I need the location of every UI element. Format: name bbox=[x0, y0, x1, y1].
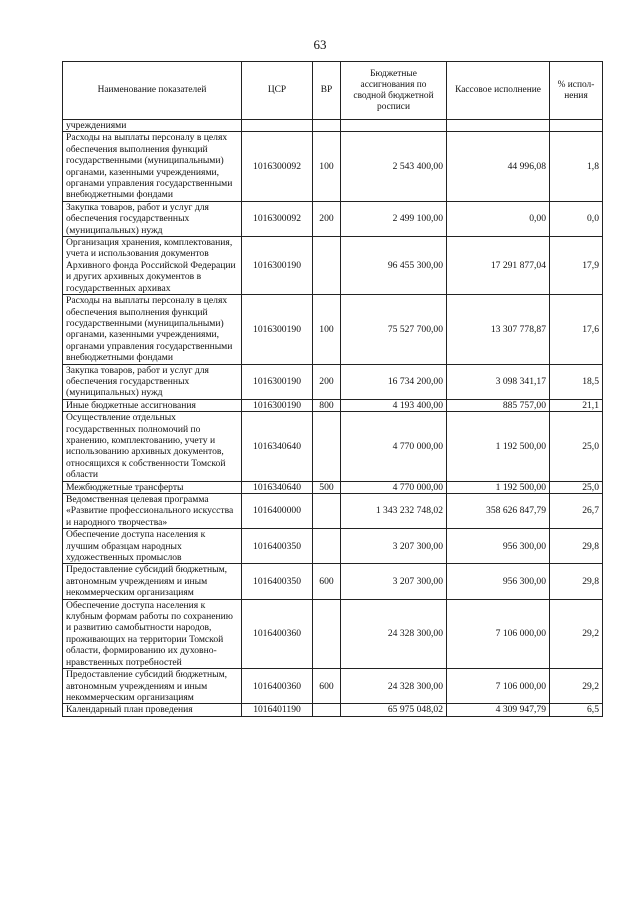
row-pct: 25,0 bbox=[550, 412, 603, 481]
row-plan: 3 207 300,00 bbox=[341, 529, 447, 564]
row-plan: 4 770 000,00 bbox=[341, 412, 447, 481]
row-csr: 1016340640 bbox=[242, 412, 313, 481]
row-cash: 885 757,00 bbox=[447, 399, 550, 411]
row-plan: 24 328 300,00 bbox=[341, 669, 447, 704]
header-name: Наименование показателей bbox=[63, 62, 242, 120]
row-csr: 1016401190 bbox=[242, 704, 313, 716]
row-csr: 1016300190 bbox=[242, 295, 313, 364]
row-vr bbox=[313, 529, 341, 564]
row-name: Ведомственная целевая программа «Развитие профессионального искусства и народного творчества» bbox=[63, 494, 242, 529]
row-vr bbox=[313, 494, 341, 529]
row-vr bbox=[313, 237, 341, 295]
row-cash: 956 300,00 bbox=[447, 564, 550, 599]
row-csr: 1016300190 bbox=[242, 364, 313, 399]
row-pct: 29,8 bbox=[550, 564, 603, 599]
row-cash: 1 192 500,00 bbox=[447, 481, 550, 493]
row-vr: 600 bbox=[313, 669, 341, 704]
row-csr: 1016400350 bbox=[242, 529, 313, 564]
table-row bbox=[63, 669, 603, 704]
row-plan: 2 543 400,00 bbox=[341, 132, 447, 201]
budget-execution-table bbox=[62, 61, 603, 717]
row-cash: 17 291 877,04 bbox=[447, 237, 550, 295]
table-row bbox=[63, 295, 603, 364]
row-cash: 1 192 500,00 bbox=[447, 412, 550, 481]
row-cash: 7 106 000,00 bbox=[447, 599, 550, 668]
table-row bbox=[63, 481, 603, 493]
row-plan: 1 343 232 748,02 bbox=[341, 494, 447, 529]
row-name: Обеспечение доступа населения к клубным формам работы по сохранению и развитию самобытности народов, проживающих на территории Томской области, формированию их духовно-нравственных потребностей bbox=[63, 599, 242, 668]
row-vr bbox=[313, 704, 341, 716]
row-vr: 800 bbox=[313, 399, 341, 411]
row-plan: 65 975 048,02 bbox=[341, 704, 447, 716]
row-name: Закупка товаров, работ и услуг для обеспечения государственных (муниципальных) нужд bbox=[63, 201, 242, 236]
row-pct: 6,5 bbox=[550, 704, 603, 716]
row-cash: 7 106 000,00 bbox=[447, 669, 550, 704]
row-vr: 200 bbox=[313, 201, 341, 236]
table-row bbox=[63, 120, 603, 132]
table-row bbox=[63, 132, 603, 201]
row-name: Закупка товаров, работ и услуг для обеспечения государственных (муниципальных) нужд bbox=[63, 364, 242, 399]
table-row bbox=[63, 704, 603, 716]
row-csr: 1016400360 bbox=[242, 669, 313, 704]
row-csr: 1016300190 bbox=[242, 399, 313, 411]
row-cash: 13 307 778,87 bbox=[447, 295, 550, 364]
row-cash: 44 996,08 bbox=[447, 132, 550, 201]
row-csr: 1016340640 bbox=[242, 481, 313, 493]
row-pct: 18,5 bbox=[550, 364, 603, 399]
row-pct: 26,7 bbox=[550, 494, 603, 529]
row-cash: 956 300,00 bbox=[447, 529, 550, 564]
table-row bbox=[63, 564, 603, 599]
row-plan: 4 193 400,00 bbox=[341, 399, 447, 411]
row-plan: 24 328 300,00 bbox=[341, 599, 447, 668]
row-pct: 17,6 bbox=[550, 295, 603, 364]
row-csr: 1016300092 bbox=[242, 201, 313, 236]
row-name: Предоставление субсидий бюджетным, автономным учреждениям и иным некоммерческим организациям bbox=[63, 669, 242, 704]
row-vr: 100 bbox=[313, 295, 341, 364]
row-pct: 0,0 bbox=[550, 201, 603, 236]
row-csr: 1016400000 bbox=[242, 494, 313, 529]
header-plan: Бюджетные ассигнования по сводной бюджетной росписи bbox=[341, 62, 447, 120]
row-plan: 4 770 000,00 bbox=[341, 481, 447, 493]
row-vr bbox=[313, 412, 341, 481]
row-name: Предоставление субсидий бюджетным, автономным учреждениям и иным некоммерческим организациям bbox=[63, 564, 242, 599]
row-cash bbox=[447, 120, 550, 132]
row-plan: 3 207 300,00 bbox=[341, 564, 447, 599]
table-row bbox=[63, 237, 603, 295]
row-plan: 75 527 700,00 bbox=[341, 295, 447, 364]
table-row bbox=[63, 529, 603, 564]
table-row bbox=[63, 399, 603, 411]
row-plan bbox=[341, 120, 447, 132]
row-cash: 3 098 341,17 bbox=[447, 364, 550, 399]
row-name: Иные бюджетные ассигнования bbox=[63, 399, 242, 411]
table-row bbox=[63, 201, 603, 236]
page-number: 63 bbox=[313, 37, 327, 52]
table-row bbox=[63, 599, 603, 668]
row-name: Обеспечение доступа населения к лучшим образцам народных художественных промыслов bbox=[63, 529, 242, 564]
row-name: Расходы на выплаты персоналу в целях обеспечения выполнения функций государственными (муниципальными) органами, казенными учреждениями, органами управления государственными внебюджетными фондами bbox=[63, 132, 242, 201]
row-pct: 29,2 bbox=[550, 669, 603, 704]
row-pct: 17,9 bbox=[550, 237, 603, 295]
row-pct: 1,8 bbox=[550, 132, 603, 201]
row-name: Календарный план проведения bbox=[63, 704, 242, 716]
header-cash: Кассовое исполнение bbox=[447, 62, 550, 120]
row-name: Осуществление отдельных государственных полномочий по хранению, комплектованию, учету и использованию архивных документов, относящихся к собственности Томской области bbox=[63, 412, 242, 481]
table-row bbox=[63, 412, 603, 481]
row-cash: 0,00 bbox=[447, 201, 550, 236]
header-vr: ВР bbox=[313, 62, 341, 120]
row-cash: 4 309 947,79 bbox=[447, 704, 550, 716]
row-name: Межбюджетные трансферты bbox=[63, 481, 242, 493]
row-plan: 2 499 100,00 bbox=[341, 201, 447, 236]
row-name: Расходы на выплаты персоналу в целях обеспечения выполнения функций государственными (муниципальными) органами, казенными учреждениями, органами управления государственными внебюджетными фондами bbox=[63, 295, 242, 364]
row-pct: 29,8 bbox=[550, 529, 603, 564]
row-csr: 1016300190 bbox=[242, 237, 313, 295]
row-csr: 1016400360 bbox=[242, 599, 313, 668]
row-pct bbox=[550, 120, 603, 132]
row-plan: 96 455 300,00 bbox=[341, 237, 447, 295]
row-pct: 25,0 bbox=[550, 481, 603, 493]
table-header-row bbox=[63, 62, 603, 120]
row-csr bbox=[242, 120, 313, 132]
table-row bbox=[63, 494, 603, 529]
row-cash: 358 626 847,79 bbox=[447, 494, 550, 529]
row-vr bbox=[313, 120, 341, 132]
row-vr: 500 bbox=[313, 481, 341, 493]
row-vr: 200 bbox=[313, 364, 341, 399]
row-pct: 29,2 bbox=[550, 599, 603, 668]
row-vr: 100 bbox=[313, 132, 341, 201]
row-csr: 1016300092 bbox=[242, 132, 313, 201]
row-plan: 16 734 200,00 bbox=[341, 364, 447, 399]
row-pct: 21,1 bbox=[550, 399, 603, 411]
header-pct: % испол-нения bbox=[550, 62, 603, 120]
table-row bbox=[63, 364, 603, 399]
row-vr: 600 bbox=[313, 564, 341, 599]
row-csr: 1016400350 bbox=[242, 564, 313, 599]
row-name: учреждениями bbox=[63, 120, 242, 132]
header-csr: ЦСР bbox=[242, 62, 313, 120]
row-name: Организация хранения, комплектования, учета и использования документов Архивного фонда Российской Федерации и других архивных документов в государственных архивах bbox=[63, 237, 242, 295]
row-vr bbox=[313, 599, 341, 668]
